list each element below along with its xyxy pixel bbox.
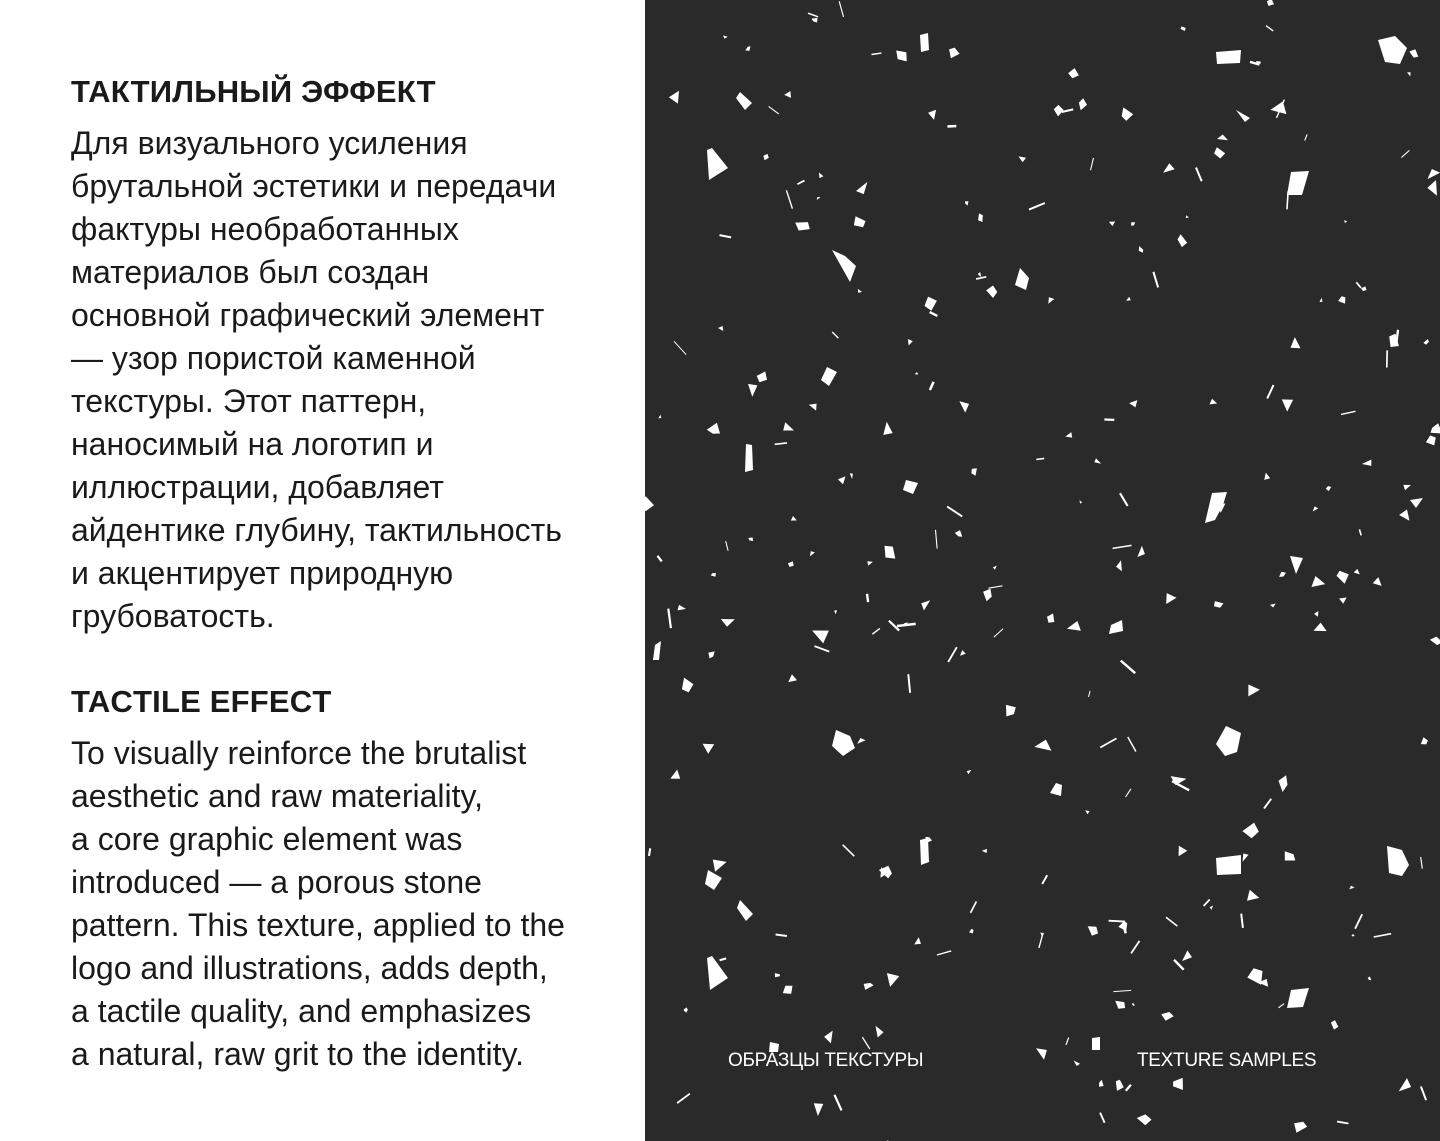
texture-fragment: [1282, 399, 1293, 411]
texture-fragment: [1180, 26, 1185, 31]
texture-fragment: [723, 35, 728, 38]
texture-shard: [736, 92, 752, 110]
texture-fragment: [791, 516, 797, 521]
texture-fragment: [856, 182, 867, 194]
texture-sliver: [835, 1095, 842, 1111]
texture-sliver: [658, 556, 662, 562]
texture-fragment: [708, 651, 714, 658]
texture-fragment: [775, 973, 780, 977]
texture-fragment: [1320, 298, 1323, 302]
texture-fragment: [1256, 61, 1261, 64]
texture-sliver: [1109, 921, 1126, 922]
texture-fragment: [1186, 215, 1189, 218]
texture-fragment: [1351, 934, 1354, 937]
texture-sliver: [947, 126, 956, 127]
texture-fragment: [718, 326, 723, 331]
texture-sliver: [720, 958, 727, 960]
texture-shard: [1216, 50, 1241, 64]
texture-fragment: [1354, 569, 1360, 575]
texture-fragment: [810, 551, 815, 556]
texture-fragment: [1034, 740, 1051, 751]
texture-sliver: [1121, 661, 1135, 674]
texture-sliver: [1091, 158, 1094, 170]
texture-fragment: [763, 154, 768, 160]
texture-fragment: [1217, 135, 1228, 141]
texture-fragment: [949, 48, 960, 59]
texture-fragment: [784, 91, 791, 98]
texture-fragment: [795, 222, 810, 230]
texture-fragment: [1065, 432, 1072, 438]
texture-sliver: [1113, 545, 1132, 548]
texture-sliver: [1396, 330, 1398, 343]
texture-fragment: [1214, 147, 1225, 158]
texture-shard: [821, 367, 837, 386]
texture-sliver: [1066, 1038, 1069, 1045]
texture-fragment: [867, 561, 873, 566]
section-english: [71, 680, 615, 1076]
texture-sliver: [971, 902, 977, 913]
texture-fragment: [707, 423, 720, 434]
texture-fragment: [1085, 810, 1089, 814]
texture-fragment: [965, 201, 969, 205]
texture-fragment: [1048, 297, 1054, 304]
texture-sliver: [994, 629, 1003, 637]
texture-fragment: [1427, 180, 1437, 196]
texture-fragment: [925, 837, 932, 844]
texture-shard: [737, 900, 753, 921]
texture-sliver: [1036, 458, 1044, 459]
texture-fragment: [721, 619, 735, 627]
texture-fragment: [1036, 1048, 1047, 1060]
texture-sliver: [1401, 150, 1409, 157]
texture-fragment: [1210, 906, 1213, 910]
texture-sliver: [1120, 493, 1128, 506]
texture-sliver: [1267, 385, 1273, 398]
texture-sliver: [1196, 168, 1202, 182]
texture-shard: [1387, 846, 1409, 876]
texture-fragment: [748, 384, 757, 397]
texture-shard: [1216, 726, 1241, 756]
texture-sliver: [1126, 1085, 1131, 1091]
texture-sliver: [1359, 529, 1361, 535]
texture-fragment: [876, 1026, 884, 1038]
texture-fragment: [788, 561, 794, 567]
text-panel: [0, 0, 645, 1141]
texture-shard: [707, 148, 728, 180]
texture-fragment: [1423, 339, 1429, 345]
texture-fragment: [1243, 854, 1249, 862]
heading-english: TACTILE EFFECT: [71, 684, 332, 719]
texture-fragment: [1094, 458, 1101, 464]
texture-sliver: [867, 594, 868, 602]
texture-fragment: [1279, 775, 1288, 792]
texture-sliver: [843, 845, 855, 856]
texture-sliver: [1113, 990, 1131, 991]
texture-fragment: [645, 496, 654, 511]
texture-fragment: [1314, 611, 1318, 617]
texture-sliver: [668, 609, 671, 629]
texture-fragment: [1291, 337, 1301, 348]
stone-texture-pattern: [645, 0, 1440, 1141]
texture-fragment: [757, 371, 767, 382]
texture-fragment: [959, 401, 969, 412]
texture-fragment: [814, 1103, 824, 1116]
texture-fragment: [1166, 593, 1176, 604]
texture-fragment: [914, 937, 921, 944]
texture-fragment: [978, 213, 983, 222]
texture-sliver: [815, 646, 830, 652]
texture-sliver: [677, 1094, 690, 1103]
texture-fragment: [788, 674, 797, 682]
texture-fragment: [1407, 72, 1411, 76]
texture-fragment: [824, 1031, 833, 1044]
texture-fragment: [986, 286, 997, 299]
texture-sliver: [1264, 799, 1271, 809]
texture-sliver: [775, 443, 787, 444]
texture-fragment: [1182, 950, 1192, 961]
texture-fragment: [748, 538, 753, 542]
texture-fragment: [1279, 572, 1286, 577]
texture-sliver: [1062, 109, 1073, 112]
texture-fragment: [1122, 107, 1134, 121]
texture-fragment: [1362, 460, 1372, 466]
texture-sliver: [839, 1, 843, 17]
texture-fragment: [1421, 737, 1428, 744]
texture-fragment: [1099, 1080, 1104, 1087]
texture-fragment: [1006, 705, 1016, 717]
texture-fragment: [745, 46, 750, 51]
texture-sliver: [1356, 282, 1361, 288]
texture-fragment: [857, 738, 865, 744]
texture-fragment: [1129, 400, 1137, 407]
caption-texture-samples-russian: ОБРАЗЦЫ ТЕКСТУРЫ: [728, 1050, 924, 1071]
texture-sliver: [649, 848, 650, 856]
texture-sliver: [1421, 1087, 1426, 1101]
texture-fragment: [955, 530, 963, 537]
texture-sample-panel: [645, 0, 1440, 1141]
texture-fragment: [1080, 500, 1083, 504]
texture-sliver: [797, 181, 804, 185]
texture-fragment: [783, 422, 794, 430]
texture-fragment: [783, 986, 793, 994]
texture-fragment: [1137, 546, 1145, 557]
texture-fragment: [711, 573, 716, 577]
texture-fragment: [885, 546, 896, 559]
texture-fragment: [1126, 297, 1131, 301]
texture-fragment: [1247, 890, 1259, 901]
texture-fragment: [969, 929, 973, 934]
texture-fragment: [678, 605, 686, 611]
texture-fragment: [1311, 576, 1325, 587]
texture-sliver: [948, 647, 957, 662]
texture-sliver: [786, 190, 792, 208]
texture-fragment: [1294, 1122, 1307, 1133]
texture-fragment: [1426, 435, 1436, 445]
texture-fragment: [1173, 1078, 1183, 1090]
texture-sliver: [832, 332, 838, 338]
texture-fragment: [1339, 598, 1347, 604]
texture-fragment: [1270, 604, 1276, 608]
texture-sliver: [1241, 914, 1243, 928]
texture-sliver: [989, 586, 1003, 588]
texture-fragment: [1210, 399, 1218, 405]
texture-fragment: [1314, 623, 1327, 632]
texture-fragment: [1067, 621, 1081, 631]
texture-sliver: [1174, 960, 1184, 970]
texture-fragment: [1116, 1080, 1124, 1091]
texture-sliver: [930, 382, 934, 390]
texture-fragment: [812, 18, 818, 23]
texture-sliver: [1039, 933, 1043, 948]
texture-fragment: [1074, 1061, 1080, 1067]
texture-fragment: [1349, 886, 1354, 890]
texture-fragment: [971, 468, 977, 476]
texture-shard: [707, 956, 728, 990]
texture-fragment: [1430, 637, 1440, 646]
texture-sliver: [776, 935, 787, 937]
texture-fragment: [854, 216, 866, 227]
texture-fragment: [928, 110, 936, 120]
texture-fragment: [683, 1007, 688, 1012]
texture-fragment: [1054, 105, 1064, 117]
texture-fragment: [1326, 486, 1331, 491]
texture-fragment: [1047, 613, 1054, 622]
texture-sliver: [808, 13, 818, 17]
texture-fragment: [1161, 1012, 1174, 1021]
texture-shard: [1092, 1037, 1100, 1050]
texture-fragment: [982, 849, 987, 853]
texture-fragment: [1115, 1001, 1125, 1009]
texture-shard: [653, 641, 661, 660]
texture-fragment: [1368, 977, 1372, 981]
texture-sliver: [1204, 900, 1210, 907]
texture-sliver: [976, 277, 986, 279]
texture-sliver: [769, 106, 779, 114]
paragraph-russian: Для визуального усиления брутальной эстетики и передачи фактуры необработанных материалов был создан основной графический элемент — узор пористой каменной текстуры. Этот паттерн, наносимый на логотип и иллюстрации, добавляет айдентике глубину, тактильность и акцентирует природную грубоватость.: [71, 125, 562, 634]
texture-fragment: [983, 589, 992, 602]
texture-fragment: [1131, 222, 1135, 226]
texture-sliver: [897, 624, 916, 626]
texture-sliver: [1100, 738, 1116, 747]
texture-fragment: [669, 91, 679, 104]
texture-sliver: [1337, 1122, 1348, 1124]
texture-fragment: [896, 51, 907, 62]
texture-fragment: [967, 770, 972, 774]
texture-fragment: [1178, 234, 1188, 247]
texture-sliver: [1029, 203, 1045, 210]
texture-fragment: [1242, 823, 1258, 839]
texture-fragment: [703, 744, 715, 754]
texture-shard: [1050, 783, 1062, 796]
texture-sliver: [674, 341, 686, 354]
texture-sliver: [1374, 934, 1391, 937]
texture-sliver: [936, 530, 938, 549]
texture-fragment: [834, 610, 837, 614]
texture-sliver: [1100, 1113, 1105, 1123]
texture-fragment: [1313, 506, 1319, 511]
texture-shard: [1378, 36, 1407, 64]
texture-sliver: [1166, 917, 1177, 926]
texture-sliver: [1126, 789, 1131, 797]
texture-fragment: [1428, 169, 1440, 179]
texture-sliver: [1131, 941, 1139, 954]
texture-fragment: [1214, 601, 1224, 608]
texture-fragment: [978, 272, 982, 277]
paragraph-english: To visually reinforce the brutalist aesthetic and raw materiality, a core graphic element was introduced — a porous stone pattern. This texture, applied to the logo and illustrations, adds depth, a tactile quality, and emphasizes a natural, raw grit to the identity.: [71, 735, 565, 1072]
texture-fragment: [812, 631, 829, 644]
texture-sliver: [872, 628, 880, 634]
texture-shard: [1287, 988, 1309, 1008]
texture-fragment: [1431, 423, 1440, 433]
section-russian: [71, 70, 615, 638]
texture-shard: [1216, 855, 1241, 875]
texture-fragment: [1109, 222, 1115, 227]
texture-fragment: [1264, 473, 1270, 480]
texture-fragment: [850, 473, 853, 479]
texture-fragment: [908, 339, 913, 346]
texture-sliver: [947, 507, 962, 517]
texture-shard: [1109, 620, 1123, 634]
texture-fragment: [1399, 1078, 1411, 1091]
texture-fragment: [887, 973, 899, 987]
texture-fragment: [1248, 685, 1260, 697]
texture-fragment: [858, 289, 862, 293]
texture-sliver: [726, 541, 728, 551]
texture-sliver: [930, 312, 938, 316]
texture-fragment: [1019, 156, 1027, 162]
texture-fragment: [658, 415, 661, 419]
texture-shard: [1015, 268, 1029, 290]
texture-fragment: [838, 476, 846, 484]
texture-shard: [705, 870, 722, 890]
texture-sliver: [1042, 875, 1047, 884]
texture-sliver: [908, 674, 910, 693]
texture-sliver: [1089, 691, 1091, 697]
texture-fragment: [925, 297, 937, 311]
texture-sliver: [1266, 26, 1273, 31]
texture-fragment: [819, 172, 824, 178]
texture-shard: [1287, 171, 1309, 195]
texture-sliver: [872, 53, 882, 54]
texture-shard: [832, 250, 856, 282]
texture-fragment: [1116, 560, 1122, 571]
texture-fragment: [1361, 286, 1366, 291]
texture-fragment: [1267, 0, 1274, 6]
texture-fragment: [670, 770, 680, 779]
texture-fragment: [1337, 571, 1349, 584]
texture-shard: [1410, 498, 1423, 508]
texture-fragment: [809, 404, 817, 411]
texture-fragment: [1068, 68, 1079, 78]
texture-fragment: [960, 650, 966, 656]
texture-fragment: [1344, 220, 1347, 223]
texture-fragment: [1179, 846, 1188, 857]
texture-fragment: [817, 197, 821, 200]
texture-fragment: [1163, 163, 1175, 172]
texture-fragment: [1285, 851, 1296, 860]
texture-sliver: [1341, 411, 1356, 414]
texture-sliver: [937, 951, 951, 955]
texture-sliver: [1287, 191, 1288, 209]
texture-fragment: [682, 678, 694, 693]
texture-shard: [903, 480, 918, 494]
texture-fragment: [1079, 98, 1087, 110]
texture-shard: [1236, 110, 1250, 122]
texture-sliver: [1421, 857, 1423, 869]
texture-fragment: [1132, 1003, 1135, 1006]
texture-shard: [745, 444, 753, 472]
texture-fragment: [713, 860, 727, 872]
texture-sliver: [1128, 737, 1136, 752]
texture-fragment: [1139, 246, 1143, 253]
texture-fragment: [1088, 926, 1098, 936]
texture-sliver: [1305, 134, 1307, 140]
texture-fragment: [1137, 1114, 1152, 1125]
texture-fragment: [883, 422, 892, 435]
texture-fragment: [1373, 577, 1382, 586]
texture-fragment: [1338, 296, 1345, 303]
texture-shard: [1290, 556, 1303, 574]
texture-fragment: [1403, 485, 1411, 490]
texture-shard: [1205, 492, 1227, 523]
caption-texture-samples-english: TEXTURE SAMPLES: [1137, 1050, 1317, 1071]
texture-fragment: [915, 372, 919, 375]
texture-sliver: [1355, 914, 1362, 929]
texture-fragment: [993, 566, 997, 570]
texture-shard: [832, 730, 855, 756]
texture-sliver: [1153, 272, 1158, 288]
heading-russian: ТАКТИЛЬНЫЙ ЭФФЕКТ: [71, 74, 436, 109]
texture-fragment: [921, 600, 930, 610]
texture-fragment: [1399, 510, 1409, 521]
texture-fragment: [1409, 49, 1418, 57]
texture-sliver: [1279, 1004, 1285, 1008]
texture-fragment: [1331, 1020, 1339, 1030]
texture-shard: [920, 33, 929, 52]
texture-fragment: [864, 983, 874, 990]
texture-sliver: [720, 235, 732, 237]
